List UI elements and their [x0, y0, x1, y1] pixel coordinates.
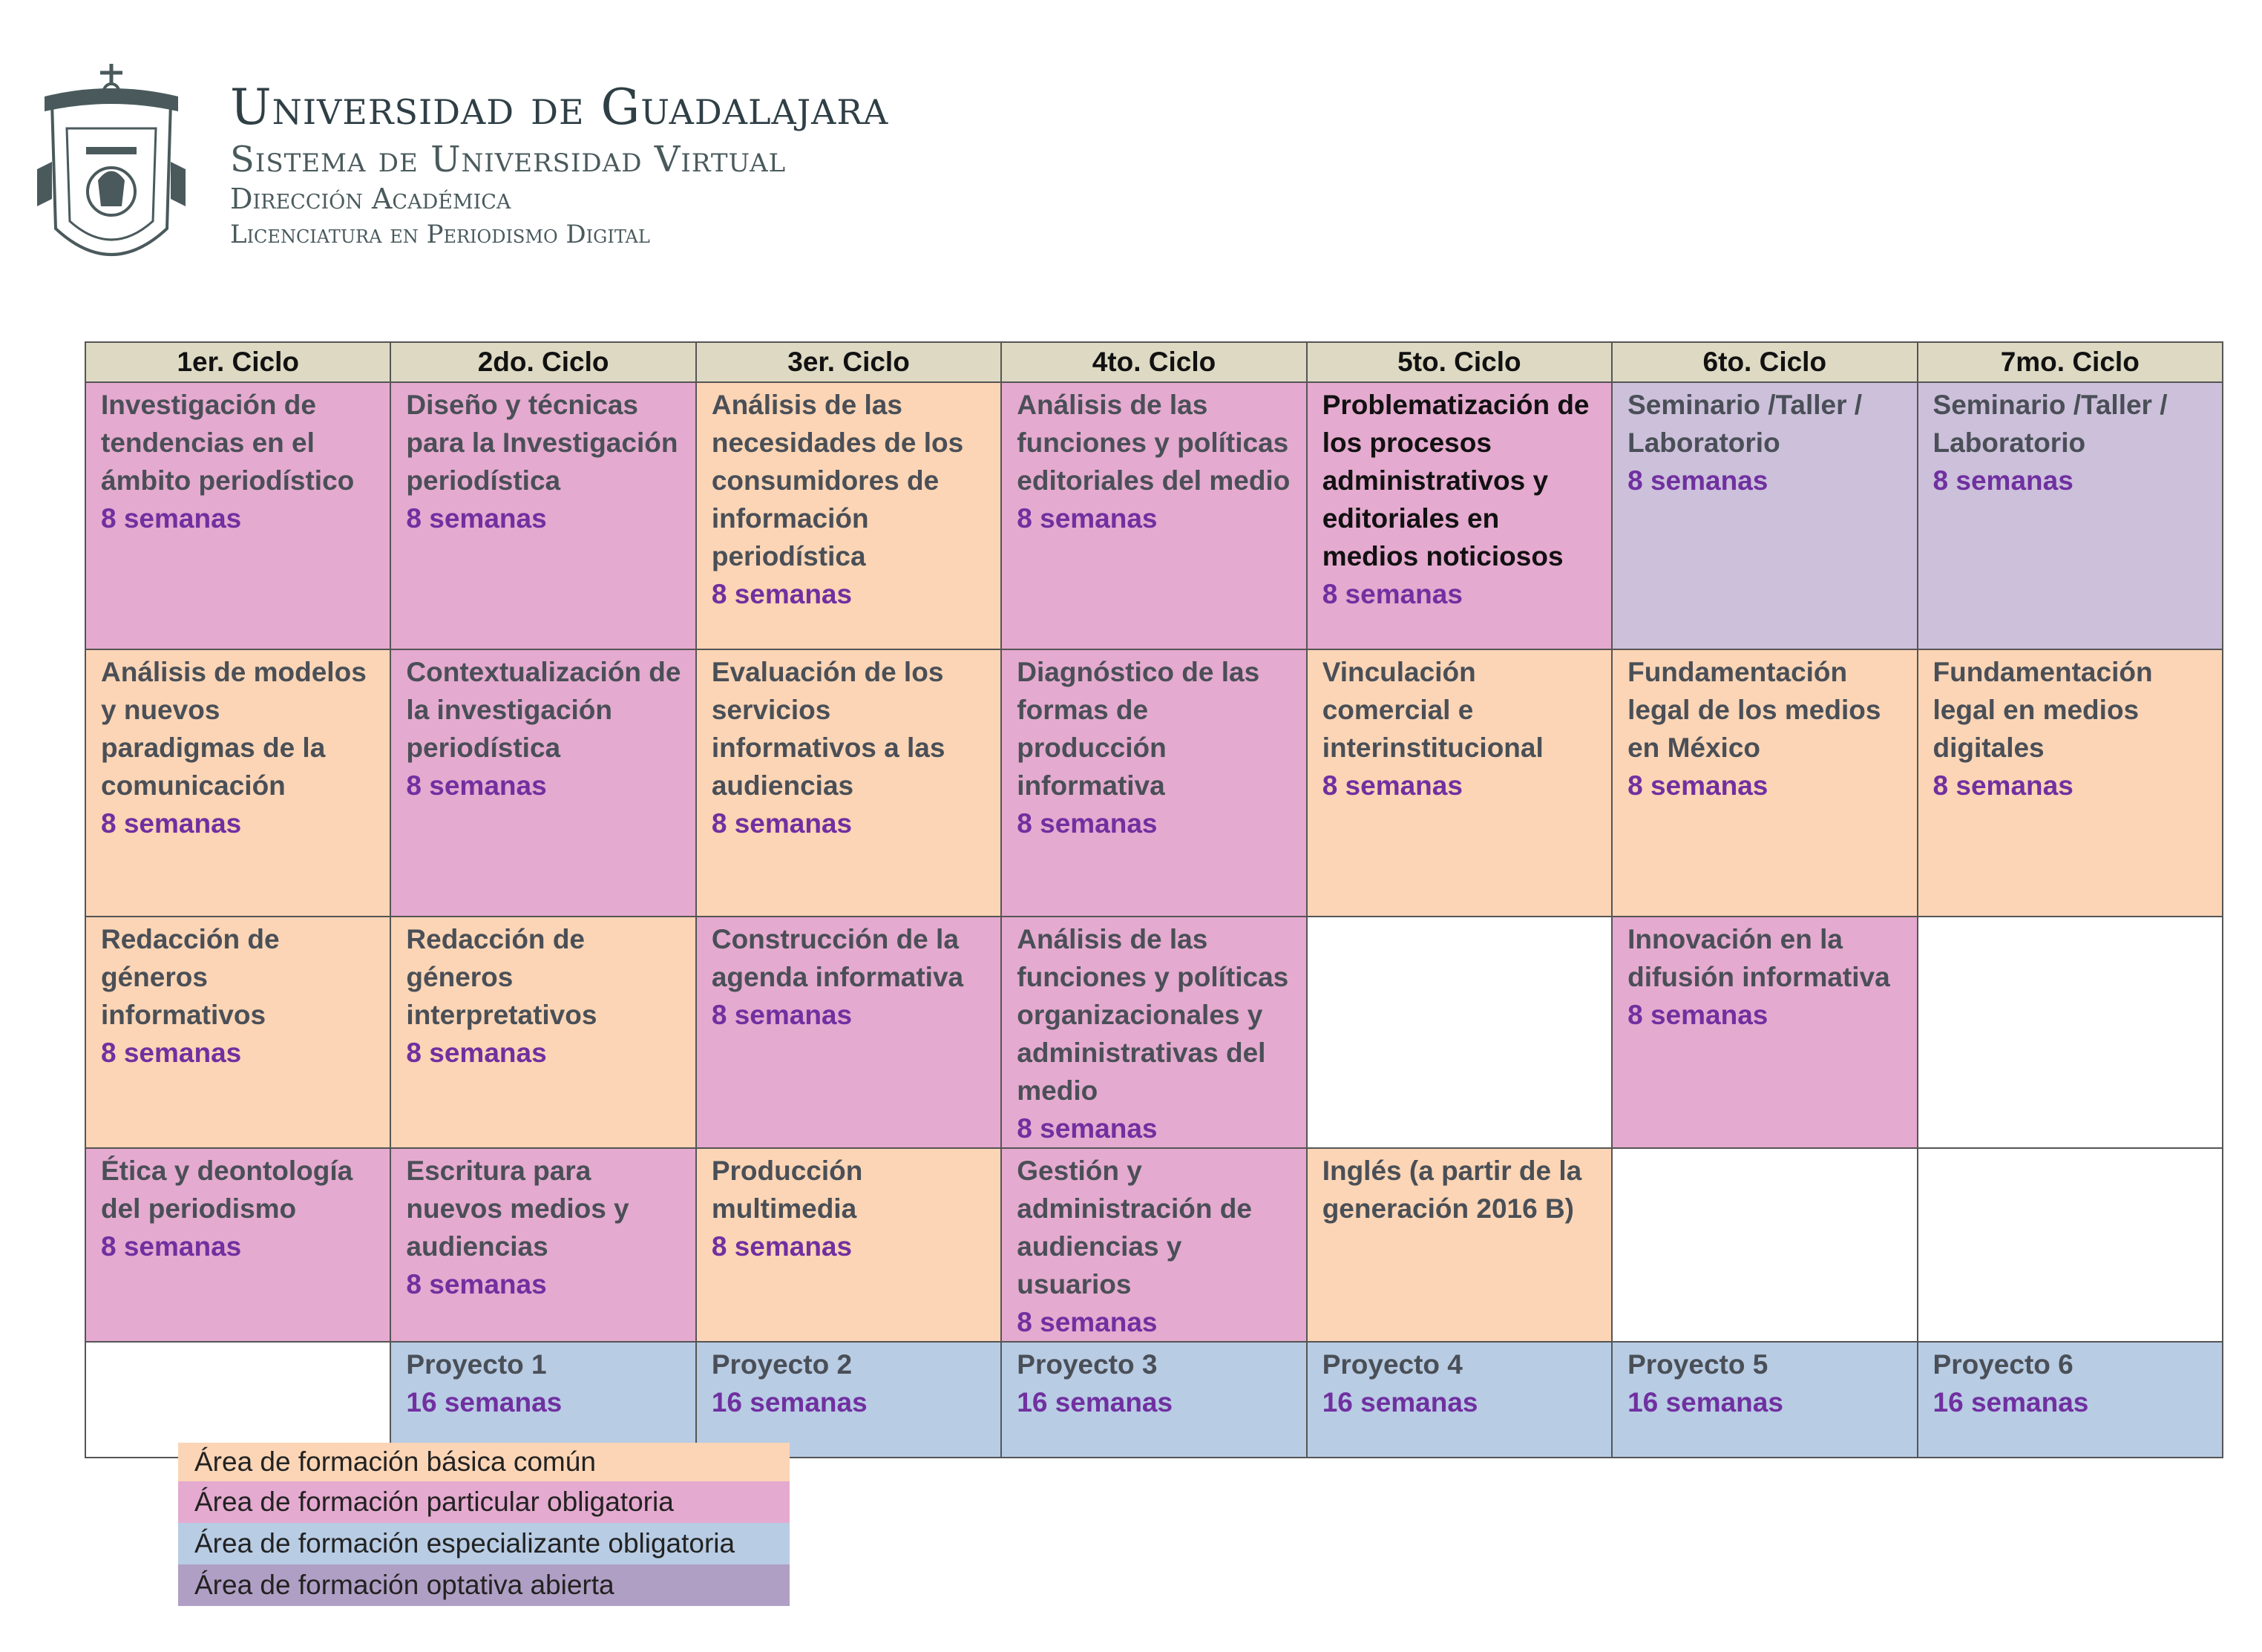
course-duration: 8 semanas	[1932, 770, 2074, 801]
course-name: Vinculación comercial e interinstitucional	[1322, 657, 1544, 763]
course-cell	[696, 1342, 1001, 1458]
course-name: Redacción de géneros interpretativos	[406, 924, 597, 1030]
course-cell	[1612, 917, 1917, 1148]
column-header: 4to. Ciclo	[1001, 342, 1306, 382]
course-cell	[696, 382, 1001, 649]
course-duration: 8 semanas	[711, 808, 853, 839]
course-cell	[1612, 382, 1917, 649]
course-cell	[696, 649, 1001, 917]
course-name: Construcción de la agenda informativa	[711, 924, 964, 992]
area-legend	[178, 1443, 790, 1606]
course-name: Análisis de las funciones y políticas organizacionales y administrativas del medio	[1017, 924, 1289, 1106]
course-duration: 8 semanas	[101, 1038, 242, 1068]
legend-item-optativa: Área de formación optativa abierta	[178, 1564, 790, 1606]
course-name: Problematización de los procesos administrativos y editoriales en medios noticiosos	[1322, 390, 1590, 571]
column-header: 1er. Ciclo	[85, 342, 390, 382]
university-name: Universidad de Guadalajara	[230, 79, 889, 136]
course-cell	[85, 1148, 390, 1342]
course-duration: 8 semanas	[101, 1231, 242, 1262]
program-name: Licenciatura en Periodismo Digital	[230, 220, 650, 249]
table-row	[85, 1148, 2223, 1342]
course-cell	[1307, 382, 1612, 649]
course-cell	[1001, 917, 1306, 1148]
course-name: Diseño y técnicas para la Investigación periodística	[406, 390, 678, 496]
direction-name: Dirección Académica	[230, 183, 511, 215]
course-name: Diagnóstico de las formas de producción informativa	[1017, 657, 1260, 801]
column-header: 7mo. Ciclo	[1918, 342, 2223, 382]
course-duration: 8 semanas	[711, 1231, 853, 1262]
course-duration: 16 semanas	[1932, 1387, 2089, 1417]
course-cell	[390, 917, 695, 1148]
course-duration: 16 semanas	[1017, 1387, 1173, 1417]
course-cell	[696, 1148, 1001, 1342]
legend-item-basica: Área de formación básica común	[178, 1443, 790, 1481]
legend-item-especializante: Área de formación especializante obligatoria	[178, 1523, 790, 1564]
document-header	[30, 58, 994, 281]
course-cell	[1307, 649, 1612, 917]
course-name: Proyecto 5	[1627, 1349, 1768, 1380]
course-cell	[1918, 1148, 2223, 1342]
course-duration: 8 semanas	[406, 1038, 547, 1068]
course-duration: 8 semanas	[101, 808, 242, 839]
course-name: Proyecto 3	[1017, 1349, 1158, 1380]
course-cell	[1918, 382, 2223, 649]
course-duration: 8 semanas	[1932, 465, 2074, 496]
course-cell	[1001, 1148, 1306, 1342]
course-name: Redacción de géneros informativos	[101, 924, 280, 1030]
course-duration: 8 semanas	[1017, 503, 1158, 534]
course-name: Análisis de las funciones y políticas editoriales del medio	[1017, 390, 1291, 496]
course-duration: 8 semanas	[1322, 579, 1463, 609]
course-name: Proyecto 2	[711, 1349, 853, 1380]
legend-item-particular: Área de formación particular obligatoria	[178, 1481, 790, 1523]
course-duration: 8 semanas	[1322, 770, 1463, 801]
course-name: Análisis de modelos y nuevos paradigmas de la comunicación	[101, 657, 367, 801]
table-row	[85, 649, 2223, 917]
system-name: Sistema de Universidad Virtual	[230, 139, 787, 180]
course-name: Contextualización de la investigación periodística	[406, 657, 681, 763]
course-cell	[85, 1342, 390, 1458]
curriculum-table	[85, 341, 2223, 1458]
course-duration: 8 semanas	[1017, 1113, 1158, 1144]
course-duration: 8 semanas	[101, 503, 242, 534]
course-cell	[85, 649, 390, 917]
course-cell	[696, 917, 1001, 1148]
course-duration: 16 semanas	[406, 1387, 563, 1417]
course-name: Seminario /Taller / Laboratorio	[1932, 390, 2168, 458]
course-cell	[1612, 1148, 1917, 1342]
course-duration: 8 semanas	[406, 503, 547, 534]
university-seal-icon	[30, 58, 193, 281]
column-header: 5to. Ciclo	[1307, 342, 1612, 382]
course-duration: 8 semanas	[711, 579, 853, 609]
course-cell	[85, 917, 390, 1148]
course-duration: 8 semanas	[711, 1000, 853, 1030]
course-duration: 8 semanas	[1627, 770, 1768, 801]
column-header: 2do. Ciclo	[390, 342, 695, 382]
course-duration: 8 semanas	[1017, 808, 1158, 839]
course-duration: 16 semanas	[1627, 1387, 1783, 1417]
course-cell	[390, 382, 695, 649]
course-duration: 8 semanas	[406, 770, 547, 801]
course-name: Fundamentación legal de los medios en México	[1627, 657, 1881, 763]
course-duration: 8 semanas	[1627, 465, 1768, 496]
table-header-row	[85, 342, 2223, 382]
course-cell	[1001, 649, 1306, 917]
course-name: Evaluación de los servicios informativos a las audiencias	[711, 657, 945, 801]
course-name: Inglés (a partir de la generación 2016 B)	[1322, 1156, 1582, 1224]
course-name: Investigación de tendencias en el ámbito periodístico	[101, 390, 355, 496]
course-name: Ética y deontología del periodismo	[101, 1156, 353, 1224]
course-cell	[1001, 382, 1306, 649]
course-cell	[1918, 1342, 2223, 1458]
course-cell	[1307, 1342, 1612, 1458]
course-name: Gestión y administración de audiencias y usuarios	[1017, 1156, 1252, 1299]
course-cell	[1918, 649, 2223, 917]
course-cell	[1612, 1342, 1917, 1458]
course-cell	[1001, 1342, 1306, 1458]
course-cell	[1307, 1148, 1612, 1342]
course-name: Proyecto 1	[406, 1349, 547, 1380]
table-row	[85, 382, 2223, 649]
course-duration: 16 semanas	[1322, 1387, 1478, 1417]
course-duration: 8 semanas	[1627, 1000, 1768, 1030]
course-duration: 8 semanas	[1017, 1307, 1158, 1337]
course-cell	[390, 1148, 695, 1342]
course-cell	[390, 1342, 695, 1458]
column-header: 3er. Ciclo	[696, 342, 1001, 382]
table-row	[85, 1342, 2223, 1458]
course-name: Escritura para nuevos medios y audiencias	[406, 1156, 629, 1262]
course-name: Fundamentación legal en medios digitales	[1932, 657, 2153, 763]
course-duration: 16 semanas	[711, 1387, 868, 1417]
course-name: Innovación en la difusión informativa	[1627, 924, 1890, 992]
course-name: Proyecto 6	[1932, 1349, 2074, 1380]
course-name: Análisis de las necesidades de los consumidores de información periodística	[711, 390, 964, 571]
course-name: Proyecto 4	[1322, 1349, 1463, 1380]
course-cell	[390, 649, 695, 917]
course-name: Producción multimedia	[711, 1156, 863, 1224]
course-name: Seminario /Taller / Laboratorio	[1627, 390, 1863, 458]
course-duration: 8 semanas	[406, 1269, 547, 1299]
course-cell	[85, 382, 390, 649]
course-cell	[1307, 917, 1612, 1148]
course-cell	[1918, 917, 2223, 1148]
table-row	[85, 917, 2223, 1148]
column-header: 6to. Ciclo	[1612, 342, 1917, 382]
course-cell	[1612, 649, 1917, 917]
